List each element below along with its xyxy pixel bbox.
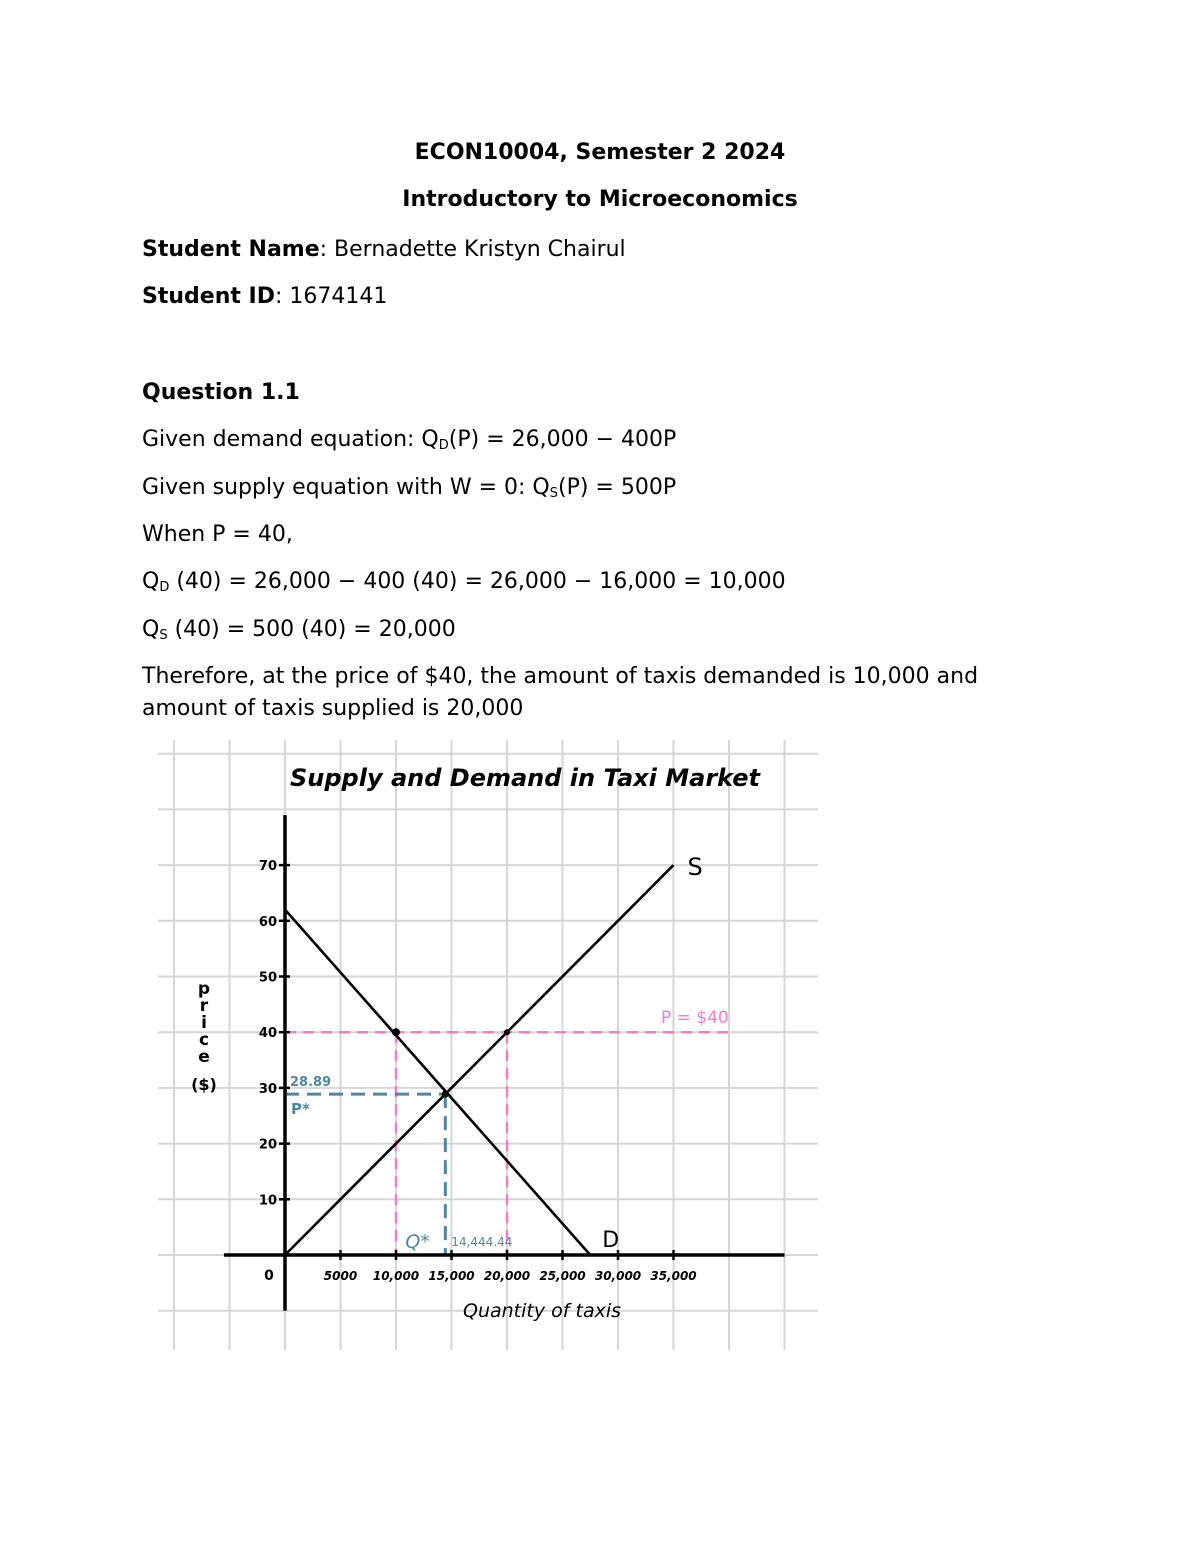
- y-tick-label: 30: [258, 1081, 277, 1097]
- y-axis-label-letter: c: [198, 1030, 210, 1050]
- demand-text: Given demand equation: Q: [142, 427, 439, 452]
- question-heading: Question 1.1: [142, 380, 300, 405]
- qd-subscript: D: [159, 580, 170, 595]
- qd-text: Q: [142, 569, 160, 594]
- when-price-line: When P = 40,: [142, 522, 293, 547]
- supply-subscript: S: [549, 486, 558, 501]
- equilibrium-quantity-value: 14,444.44: [451, 1235, 513, 1249]
- y-axis-label-letter: p: [197, 979, 211, 999]
- x-tick-label: 10,000: [372, 1269, 420, 1283]
- equilibrium-quantity-label: Q*: [405, 1231, 430, 1253]
- chart-curves: [285, 865, 674, 1255]
- demand-formula: (P) = 26,000 − 400P: [448, 427, 677, 452]
- student-id-line: [142, 281, 1062, 313]
- price-40-label: P = $40: [661, 1008, 729, 1029]
- y-axis-label-letter: r: [199, 996, 209, 1016]
- chart-labels: [191, 764, 761, 1322]
- equilibrium-price-label: P*: [291, 1100, 310, 1119]
- student-id-value: : 1674141: [274, 284, 388, 309]
- demand-point-at-40: [392, 1028, 400, 1036]
- supply-text: Given supply equation with W = 0: Q: [142, 475, 550, 500]
- x-tick-label: 30,000: [594, 1269, 642, 1283]
- supply-point-at-40: [504, 1029, 510, 1035]
- qs-formula: (40) = 500 (40) = 20,000: [167, 617, 456, 642]
- y-axis-label-letter: e: [198, 1047, 210, 1067]
- subject-heading: Introductory to Microeconomics: [402, 187, 798, 212]
- demand-equation: [142, 424, 1062, 462]
- student-id-label: Student ID: [142, 284, 275, 309]
- supply-formula: (P) = 500P: [558, 475, 677, 500]
- demand-curve-label: D: [602, 1228, 620, 1253]
- quantity-supplied-calc: [142, 614, 1062, 652]
- x-axis-label: Quantity of taxis: [463, 1300, 622, 1322]
- supply-demand-chart: [158, 740, 818, 1350]
- course-heading: ECON10004, Semester 2 2024: [414, 140, 786, 165]
- x-tick-label: 25,000: [539, 1269, 586, 1283]
- y-tick-label: 50: [258, 970, 277, 986]
- chart-grid: [158, 740, 818, 1350]
- y-tick-label: 20: [258, 1137, 277, 1153]
- qs-subscript: S: [159, 628, 168, 643]
- qs-text: Q: [142, 617, 160, 642]
- y-tick-label: 40: [258, 1026, 277, 1042]
- student-name-line: [142, 234, 1062, 266]
- supply-equation: [142, 472, 1062, 510]
- demand-subscript: D: [438, 438, 449, 453]
- equilibrium-price-value: 28.89: [290, 1075, 332, 1091]
- x-tick-label: 15,000: [428, 1269, 475, 1283]
- qd-formula: (40) = 26,000 − 400 (40) = 26,000 − 16,000 = 10,000: [169, 569, 786, 594]
- quantity-demanded-calc: [142, 566, 1062, 604]
- student-name-value: : Bernadette Kristyn Chairul: [319, 237, 626, 262]
- y-tick-label: 10: [258, 1193, 277, 1209]
- conclusion-paragraph: Therefore, at the price of $40, the amount of taxis demanded is 10,000 and amount of taxis supplied is 20,000: [142, 664, 979, 721]
- supply-curve: [285, 865, 674, 1255]
- y-tick-label: 60: [258, 914, 277, 930]
- y-axis-unit-label: ($): [191, 1075, 217, 1094]
- origin-label: 0: [264, 1268, 274, 1284]
- equilibrium-point: [442, 1091, 449, 1098]
- y-tick-label: 70: [258, 859, 277, 875]
- chart-title: Supply and Demand in Taxi Market: [290, 764, 761, 792]
- x-tick-label: 20,000: [483, 1269, 531, 1283]
- supply-curve-label: S: [687, 853, 703, 882]
- y-axis-label-letter: i: [201, 1013, 207, 1033]
- student-name-label: Student Name: [142, 237, 320, 262]
- x-tick-label: 35,000: [650, 1269, 697, 1283]
- x-tick-label: 5000: [323, 1269, 358, 1283]
